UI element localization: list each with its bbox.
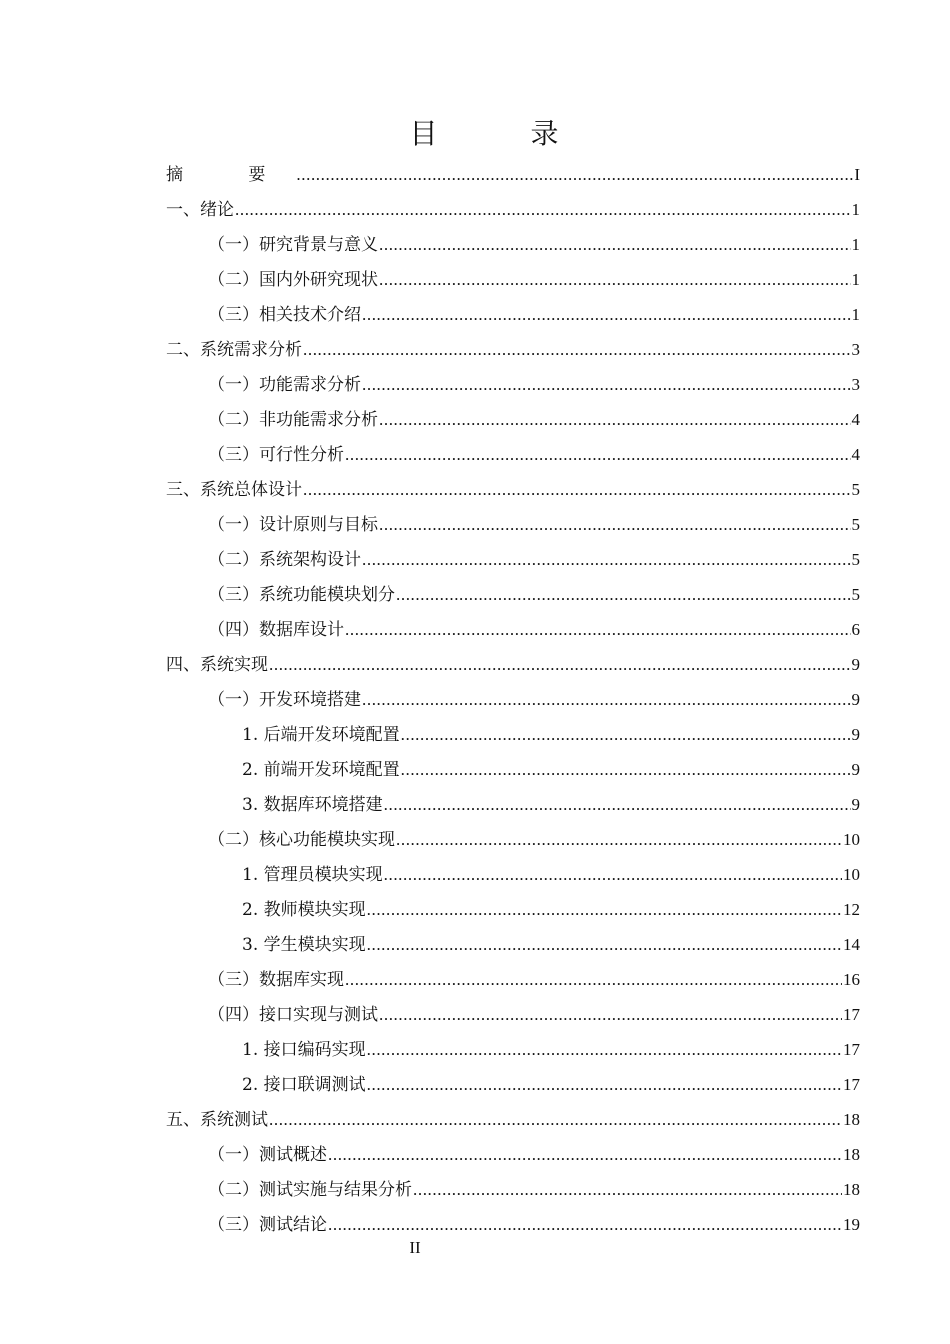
toc-entry[interactable] — [166, 1207, 860, 1242]
toc-entry-page: 17 — [843, 1005, 860, 1024]
toc-dot-leader — [303, 332, 851, 367]
toc-entry-page: 10 — [843, 830, 860, 849]
toc-entry[interactable] — [166, 367, 860, 402]
toc-entry-title: 3. 数据库环境搭建 — [242, 795, 383, 815]
toc-entry-title: （二）测试实施与结果分析 — [208, 1180, 412, 1200]
toc-dot-leader — [384, 857, 842, 892]
toc-dot-leader — [269, 1102, 842, 1137]
toc-entry-title: 1. 接口编码实现 — [242, 1040, 366, 1060]
toc-entry-title: （三）系统功能模块划分 — [208, 585, 395, 605]
toc-entry-title: 1. 后端开发环境配置 — [242, 725, 400, 745]
toc-dot-leader — [345, 437, 851, 472]
toc-entry-title: （一）开发环境搭建 — [208, 690, 361, 710]
toc-entry[interactable] — [166, 857, 860, 892]
toc-entry-page: 17 — [843, 1075, 860, 1094]
toc-entry-title: 五、系统测试 — [166, 1110, 268, 1130]
toc-title: 目 录 — [409, 117, 601, 150]
toc-entry[interactable] — [166, 1172, 860, 1207]
toc-dot-leader — [367, 892, 842, 927]
toc-entry-title: （一）功能需求分析 — [208, 375, 361, 395]
toc-list — [166, 157, 860, 1242]
toc-entry-page: 12 — [843, 900, 860, 919]
toc-entry[interactable] — [166, 1067, 860, 1102]
toc-entry[interactable] — [166, 612, 860, 647]
toc-entry-title: （三）测试结论 — [208, 1215, 327, 1235]
toc-entry[interactable] — [166, 192, 860, 227]
toc-entry-page: 16 — [843, 970, 860, 989]
toc-entry-title: 3. 学生模块实现 — [242, 935, 366, 955]
toc-entry-page: 1 — [851, 235, 860, 254]
toc-dot-leader — [345, 962, 842, 997]
toc-entry-title: 摘 要 — [166, 165, 296, 185]
toc-dot-leader — [269, 647, 851, 682]
toc-entry[interactable] — [166, 997, 860, 1032]
toc-entry-title: （二）核心功能模块实现 — [208, 830, 395, 850]
toc-entry-page: 9 — [851, 725, 860, 744]
toc-dot-leader — [328, 1207, 842, 1242]
toc-entry[interactable] — [166, 577, 860, 612]
toc-dot-leader — [384, 787, 851, 822]
toc-entry[interactable] — [166, 332, 860, 367]
toc-entry-page: 14 — [843, 935, 860, 954]
toc-entry[interactable] — [166, 962, 860, 997]
toc-entry[interactable] — [166, 682, 860, 717]
toc-entry-page: 1 — [851, 270, 860, 289]
toc-entry-title: 三、系统总体设计 — [166, 480, 302, 500]
toc-entry-title: （二）非功能需求分析 — [208, 410, 378, 430]
toc-entry[interactable] — [166, 297, 860, 332]
toc-entry[interactable] — [166, 752, 860, 787]
toc-dot-leader — [367, 927, 842, 962]
toc-entry-title: （一）测试概述 — [208, 1145, 327, 1165]
toc-entry[interactable] — [166, 262, 860, 297]
toc-entry-page: 9 — [851, 690, 860, 709]
toc-dot-leader — [367, 1032, 842, 1067]
toc-dot-leader — [401, 717, 851, 752]
toc-entry-page: 1 — [851, 200, 860, 219]
toc-entry[interactable] — [166, 1137, 860, 1172]
toc-entry-page: 4 — [851, 410, 860, 429]
toc-dot-leader — [379, 262, 851, 297]
toc-dot-leader — [362, 682, 851, 717]
toc-entry-title: 一、绪论 — [166, 200, 234, 220]
toc-entry[interactable] — [166, 227, 860, 262]
toc-entry[interactable] — [166, 472, 860, 507]
toc-entry-page: 5 — [851, 585, 860, 604]
toc-entry-page: 6 — [851, 620, 860, 639]
toc-entry[interactable] — [166, 892, 860, 927]
toc-entry-title: （三）相关技术介绍 — [208, 305, 361, 325]
toc-entry[interactable] — [166, 507, 860, 542]
toc-dot-leader — [379, 402, 851, 437]
toc-dot-leader — [362, 542, 851, 577]
toc-entry[interactable] — [166, 822, 860, 857]
toc-dot-leader — [362, 297, 851, 332]
toc-dot-leader — [235, 192, 851, 227]
toc-entry-page: 10 — [843, 865, 860, 884]
toc-entry-title: （四）接口实现与测试 — [208, 1005, 378, 1025]
toc-entry-title: 1. 管理员模块实现 — [242, 865, 383, 885]
toc-dot-leader — [413, 1172, 842, 1207]
toc-entry-page: 9 — [851, 795, 860, 814]
toc-entry-title: 四、系统实现 — [166, 655, 268, 675]
toc-entry-title: （二）系统架构设计 — [208, 550, 361, 570]
toc-entry-title: 二、系统需求分析 — [166, 340, 302, 360]
toc-entry-page: 5 — [851, 480, 860, 499]
toc-entry-title: （三）数据库实现 — [208, 970, 344, 990]
toc-entry[interactable] — [166, 157, 860, 192]
toc-entry-page: 3 — [851, 375, 860, 394]
toc-dot-leader — [328, 1137, 842, 1172]
toc-entry-title: 2. 前端开发环境配置 — [242, 760, 400, 780]
toc-entry-page: 9 — [851, 655, 860, 674]
page-number: II — [409, 1238, 421, 1257]
toc-entry-page: 18 — [843, 1180, 860, 1199]
toc-entry-page: 1 — [851, 305, 860, 324]
toc-dot-leader — [345, 612, 851, 647]
toc-entry[interactable] — [166, 927, 860, 962]
toc-dot-leader — [401, 752, 851, 787]
toc-dot-leader — [396, 822, 842, 857]
toc-entry-title: （三）可行性分析 — [208, 445, 344, 465]
toc-entry-page: 17 — [843, 1040, 860, 1059]
toc-entry-page: 5 — [851, 550, 860, 569]
toc-entry-page: 4 — [851, 445, 860, 464]
toc-entry[interactable] — [166, 1102, 860, 1137]
toc-entry-page: I — [854, 165, 860, 184]
toc-dot-leader — [379, 997, 842, 1032]
toc-dot-leader — [303, 472, 851, 507]
toc-entry-title: （一）研究背景与意义 — [208, 235, 378, 255]
toc-entry[interactable] — [166, 437, 860, 472]
toc-entry[interactable] — [166, 402, 860, 437]
toc-entry[interactable] — [166, 647, 860, 682]
toc-dot-leader — [379, 227, 851, 262]
toc-entry-page: 5 — [851, 515, 860, 534]
toc-dot-leader — [379, 507, 851, 542]
toc-entry-page: 18 — [843, 1110, 860, 1129]
toc-entry-title: （二）国内外研究现状 — [208, 270, 378, 290]
toc-dot-leader — [362, 367, 851, 402]
toc-entry-title: （四）数据库设计 — [208, 620, 344, 640]
toc-dot-leader — [296, 157, 853, 192]
toc-entry[interactable] — [166, 542, 860, 577]
toc-entry-title: 2. 教师模块实现 — [242, 900, 366, 920]
toc-entry-title: 2. 接口联调测试 — [242, 1075, 366, 1095]
toc-entry-page: 3 — [851, 340, 860, 359]
toc-entry[interactable] — [166, 717, 860, 752]
toc-dot-leader — [396, 577, 851, 612]
toc-entry-page: 19 — [843, 1215, 860, 1234]
toc-entry-page: 9 — [851, 760, 860, 779]
toc-entry-title: （一）设计原则与目标 — [208, 515, 378, 535]
toc-entry[interactable] — [166, 787, 860, 822]
toc-dot-leader — [367, 1067, 842, 1102]
toc-entry[interactable] — [166, 1032, 860, 1067]
toc-entry-page: 18 — [843, 1145, 860, 1164]
